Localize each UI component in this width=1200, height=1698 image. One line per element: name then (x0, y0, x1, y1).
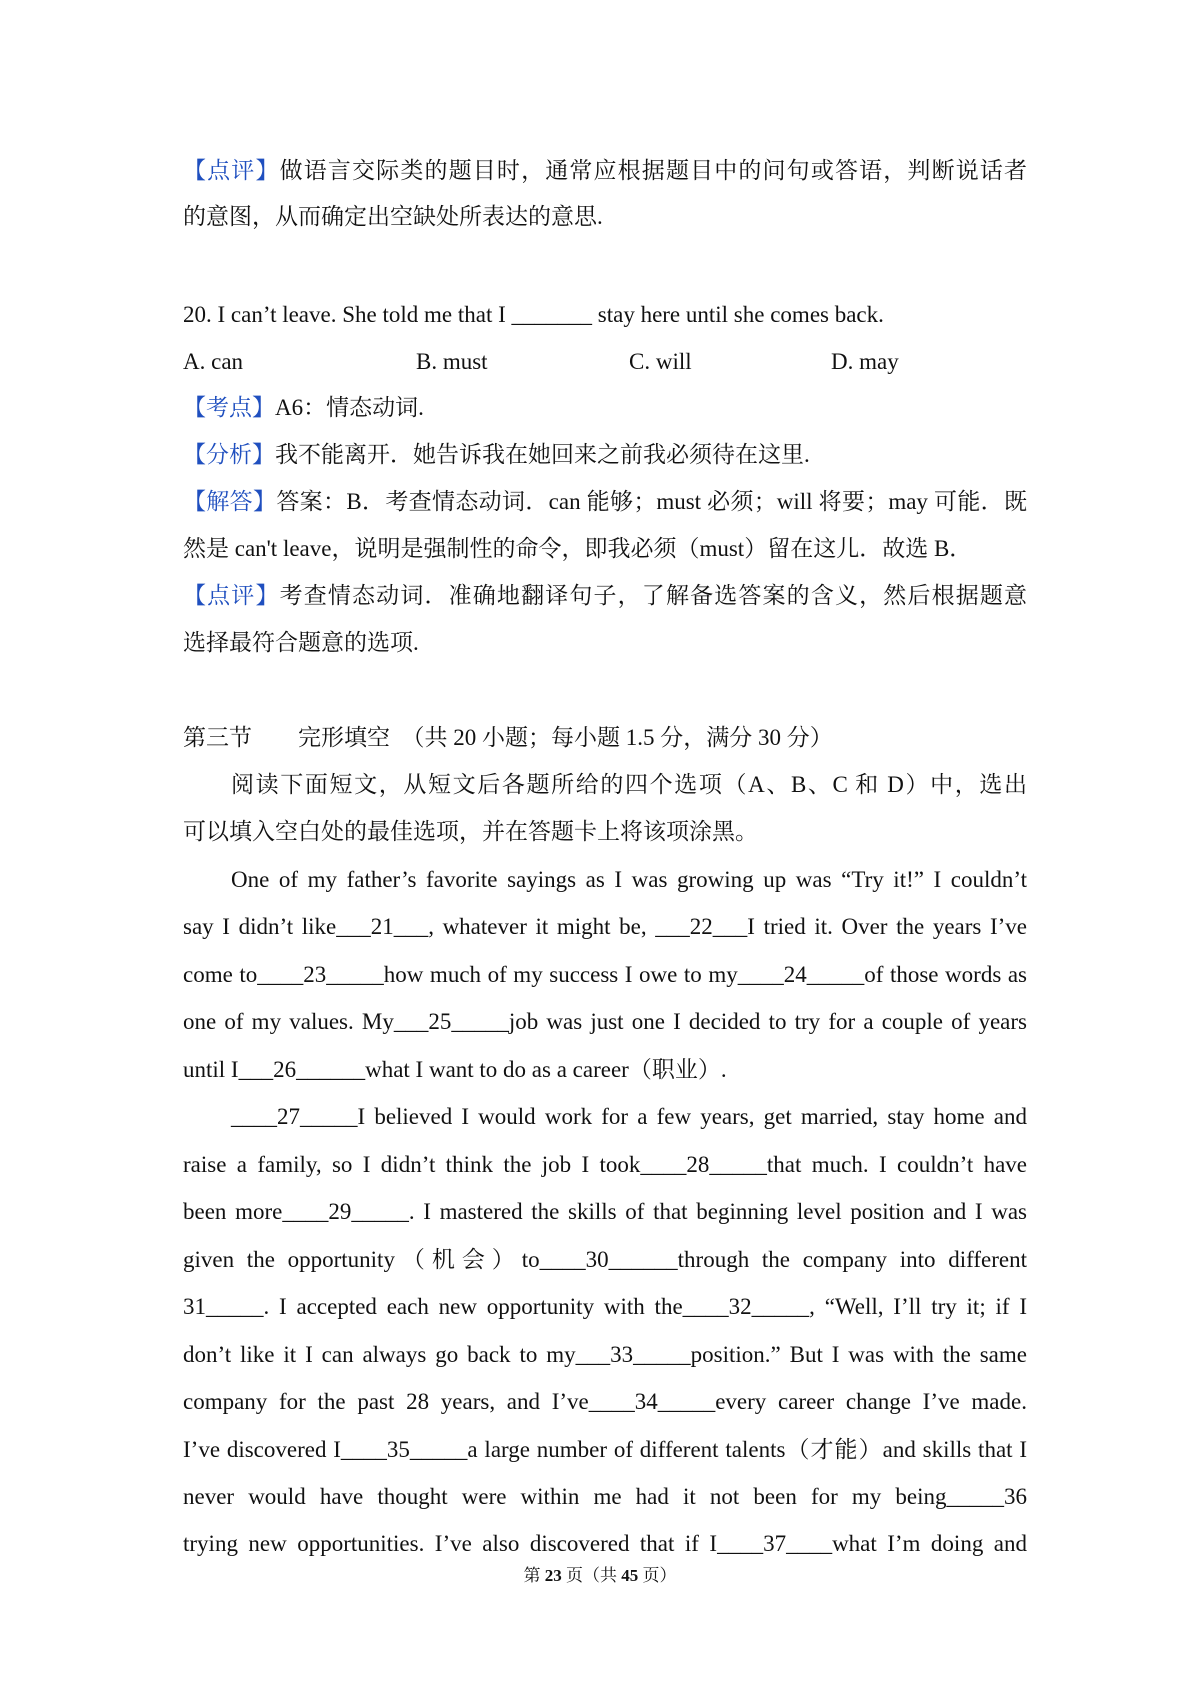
instruction-line-2: 可以填入空白处的最佳选项，并在答题卡上将该项涂黑。 (183, 819, 758, 844)
page-number: 23 (544, 1566, 562, 1585)
option-a: A. can (183, 349, 244, 374)
answer-line-2: 然是 can't leave，说明是强制性的命令，即我必须（must）留在这儿．故选 B． (183, 536, 973, 561)
blank-37: ____37____ (717, 1531, 833, 1556)
page-footer: 第 23 页（共 45 页） (523, 1566, 677, 1585)
question-20-stem: 20. I can’t leave. She told me that I _______ stay here until she comes back. (183, 302, 884, 327)
passage-line-1: One of my father’s favorite sayings as I was growing up was “Try it!” I couldn’t (231, 867, 1027, 892)
passage-line-13: I’ve discovered I____35_____a large number of different talents（才能）and skills that I (183, 1437, 1028, 1462)
passage-line-12: company for the past 28 years, and I’ve____34_____every career change I’ve made. (183, 1389, 1027, 1414)
blank-33: ___33_____ (575, 1342, 691, 1367)
passage-line-10: 31_____. I accepted each new opportunity with the____32_____, “Well, I’ll try it; if I (183, 1294, 1027, 1319)
passage-line-4: one of my values. My___25_____job was just one I decided to try for a couple of years (183, 1009, 1028, 1034)
option-c: C. will (629, 349, 692, 374)
passage-line-11: don’t like it I can always go back to my___33_____position.” But I was with the same (183, 1342, 1027, 1367)
blank-29: ____29_____ (282, 1199, 409, 1224)
page-total: 45 (621, 1566, 639, 1585)
blank-31: 31_____ (183, 1294, 264, 1319)
comment-line-2: 选择最符合题意的选项. (183, 630, 419, 655)
analysis: 【分析】我不能离开．她告诉我在她回来之前我必须待在这里. (183, 442, 810, 467)
comment-tag: 【点评】 (183, 583, 280, 608)
review-line-1: 【点评】做语言交际类的题目时，通常应根据题目中的问句或答语，判断说话者 (183, 158, 1028, 183)
passage-line-5: until I___26______what I want to do as a career（职业）. (183, 1057, 727, 1082)
analysis-tag: 【分析】 (183, 442, 275, 467)
passage-line-8: been more____29_____. I mastered the skills of that beginning level position and I was (183, 1199, 1027, 1224)
passage-line-15: trying new opportunities. I’ve also discovered that if I____37____what I’m doing and (183, 1531, 1027, 1556)
passage-line-2: say I didn’t like___21___, whatever it might be, ___22___I tried it. Over the years I’ve (183, 914, 1027, 939)
blank-36: _____36 (946, 1484, 1027, 1509)
review-tag: 【点评】 (183, 158, 280, 183)
comment-line-1: 【点评】考查情态动词．准确地翻译句子，了解备选答案的含义，然后根据题意 (183, 583, 1028, 608)
blank-22: ___22___ (655, 914, 748, 939)
blank-24: ____24_____ (737, 962, 865, 987)
answer-tag: 【解答】 (183, 489, 277, 514)
answer-line-1: 【解答】答案：B．考查情态动词．can 能够；must 必须；will 将要；may 可能．既 (183, 489, 1027, 514)
blank-23: ____23_____ (257, 962, 384, 987)
passage-line-14: never would have thought were within me had it not been for my being_____36 (183, 1484, 1027, 1509)
blank-21: ___21___ (336, 914, 429, 939)
blank-28: ____28_____ (640, 1152, 767, 1177)
blank-26: ___26______ (238, 1057, 366, 1082)
instruction-line-1: 阅读下面短文，从短文后各题所给的四个选项（A、B、C 和 D）中，选出 (231, 772, 1027, 797)
blank-35: ____35_____ (340, 1437, 468, 1462)
option-b: B. must (416, 349, 488, 374)
section-title: 第三节 完形填空 （共 20 小题；每小题 1.5 分，满分 30 分） (183, 725, 833, 750)
blank-34: ____34_____ (588, 1389, 716, 1414)
blank-30: ____30______ (539, 1247, 678, 1272)
option-d: D. may (831, 349, 899, 374)
passage-line-6: ____27_____I believed I would work for a few years, get married, stay home and (231, 1104, 1027, 1129)
blank-32: ____32_____ (682, 1294, 810, 1319)
passage-line-3: come to____23_____how much of my success I owe to my____24_____of those words as (183, 962, 1027, 987)
question-20-options (183, 346, 1027, 378)
review-line-2: 的意图，从而确定出空缺处所表达的意思. (183, 204, 603, 229)
blank-27: ____27_____ (231, 1104, 358, 1129)
key-point: 【考点】A6：情态动词. (183, 395, 424, 420)
answer-blank: _______ (511, 302, 593, 327)
passage-line-7: raise a family, so I didn’t think the job I took____28_____that much. I couldn’t have (183, 1152, 1027, 1177)
key-point-tag: 【考点】 (183, 395, 275, 420)
blank-25: ___25_____ (393, 1009, 509, 1034)
passage-line-9: given the opportunity（机会）to____30______through the company into different (183, 1247, 1027, 1272)
